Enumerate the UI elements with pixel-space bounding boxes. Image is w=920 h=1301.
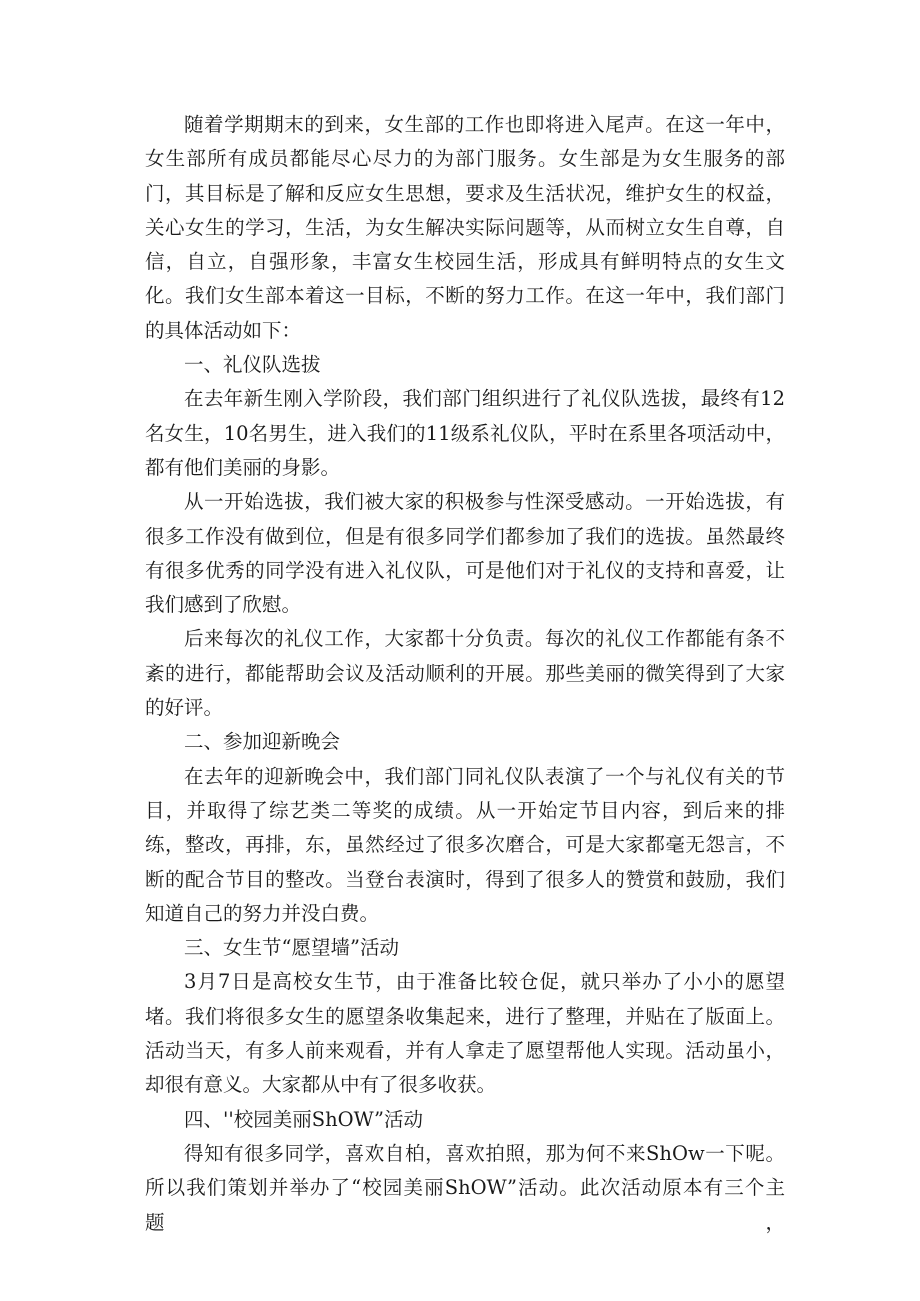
paragraph-etiquette-participation: 从一开始选拔，我们被大家的积极参与性深受感动。一开始选拔，有很多工作没有做到位，但是有很多同学们都参加了我们的选拔。虽然最终有很多优秀的同学没有进入礼仪队，可是他们对于礼仪的支持和喜爱，让我们感到了欣慰。 [145, 490, 785, 617]
paragraph-welcome-party: 在去年的迎新晚会中，我们部门同礼仪队表演了一个与礼仪有关的节目，并取得了综艺类二等奖的成绩。从一开始定节目内容，到后来的排练，整改，再排，东，虽然经过了很多次磨合，可是大家都毫无怨言，不断的配合节目的整改。当登台表演时，得到了很多人的赞赏和鼓励，我们知道自己的努力并没白费。 [145, 764, 785, 925]
section-heading-welcome-party: 二、参加迎新晚会 [184, 730, 341, 754]
document-body [145, 108, 785, 1240]
section-heading-campus-show: 四、''校园美丽ShOW”活动 [184, 1107, 423, 1131]
section-heading-wish-wall: 三、女生节“愿望墙”活动 [184, 936, 399, 960]
paragraph-wish-wall: 3月7日是高校女生节，由于准备比较仓促，就只举办了小小的愿望堵。我们将很多女生的愿望条收集起来，进行了整理，并贴在了版面上。活动当天，有多人前来观看，并有人拿走了愿望帮他人实现。活动虽小，却很有意义。大家都从中有了很多收获。 [145, 970, 785, 1097]
paragraph-etiquette-work: 后来每次的礼仪工作，大家都十分负责。每次的礼仪工作都能有条不紊的进行，都能帮助会议及活动顺利的开展。那些美丽的微笑得到了大家的好评。 [145, 627, 785, 720]
paragraph-campus-show: 得知有很多同学，喜欢自柏，喜欢拍照，那为何不来ShOw一下呢。所以我们策划并举办了“校园美丽ShOW”活动。此次活动原本有三个主题， [145, 1141, 785, 1234]
paragraph-intro: 随着学期期末的到来，女生部的工作也即将进入尾声。在这一年中，女生部所有成员都能尽心尽力的为部门服务。女生部是为女生服务的部门，其目标是了解和反应女生思想，要求及生活状况，维护女生的权益，关心女生的学习，生活，为女生解决实际问题等，从而树立女生自尊，自信，自立，自强形象，丰富女生校园生活，形成具有鲜明特点的女生文化。我们女生部本着这一目标，不断的努力工作。在这一年中，我们部门的具体活动如下： [145, 113, 785, 342]
section-heading-etiquette-team: 一、礼仪队选拔 [184, 353, 321, 377]
paragraph-etiquette-selection: 在去年新生刚入学阶段，我们部门组织进行了礼仪队选拔，最终有12名女生，10名男生，进入我们的11级系礼仪队，平时在系里各项活动中，都有他们美丽的身影。 [145, 387, 785, 479]
